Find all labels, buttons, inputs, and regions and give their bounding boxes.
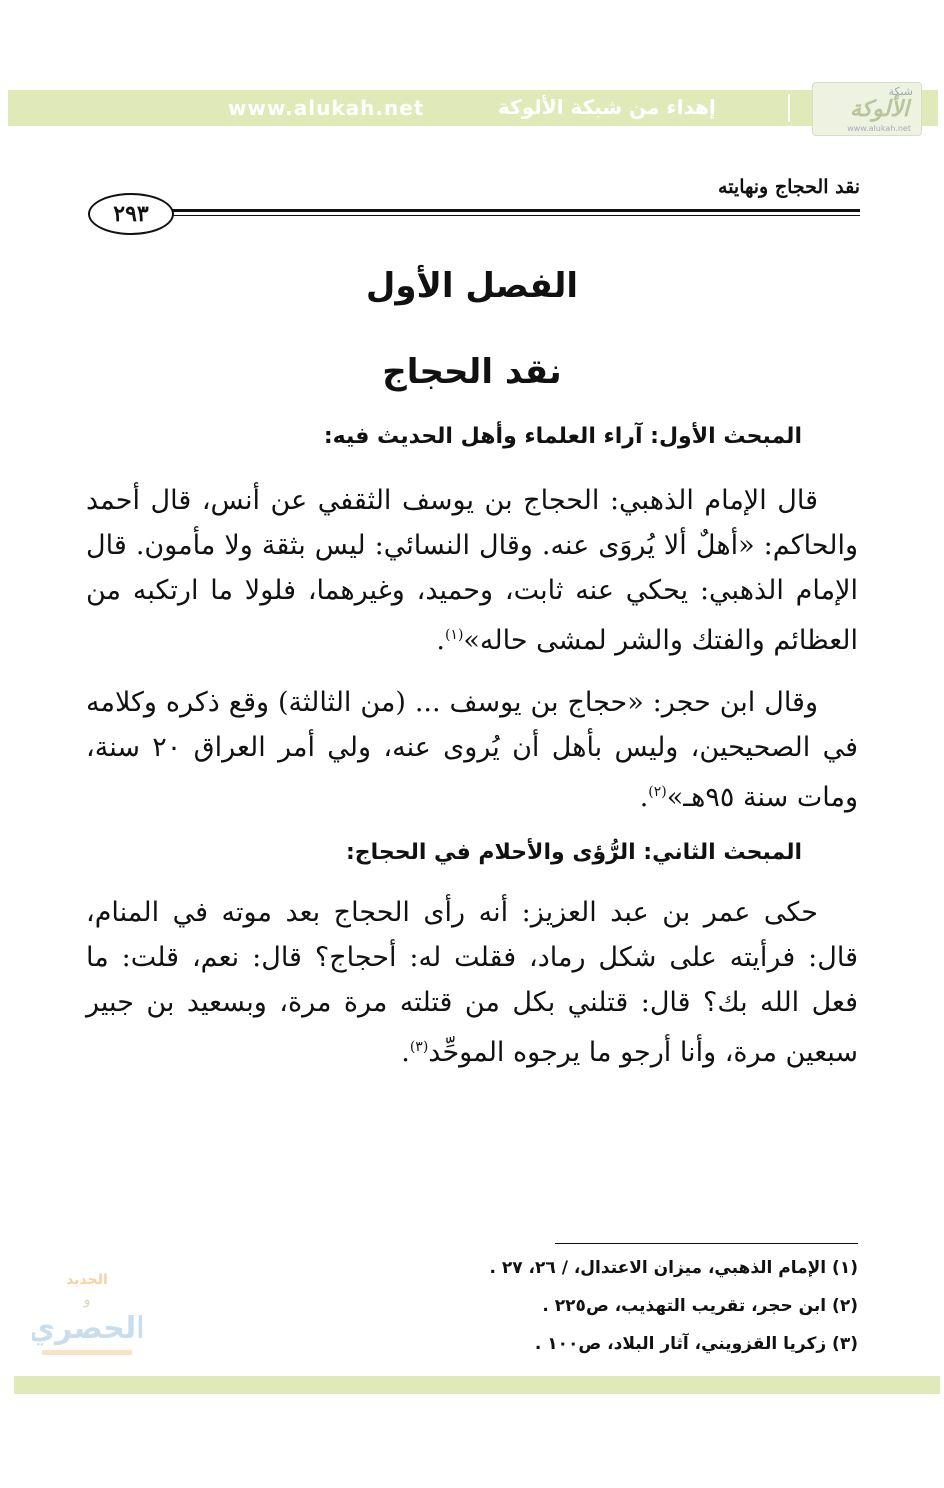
section2-paragraph1-text: حكى عمر بن عبد العزيز: أنه رأى الحجاج بعد موته في المنام، قال: فرأيته على شكل رماد، فقلت له: أحجاج؟ قال: نعم، قلت: ما فعل الله بك؟ قال: قتلني بكل من قتلته مرة مرة، وبسعيد بن جبير سبعين مرة، وأنا أرجو ما يرجوه الموحِّد [86, 897, 858, 1068]
watermark-top-text: الجديد [66, 1272, 108, 1288]
footnote-ref-1[interactable]: (١) [444, 627, 464, 643]
section2-paragraph1: حكى عمر بن عبد العزيز: أنه رأى الحجاج بعد موته في المنام، قال: فرأيته على شكل رماد، فقلت له: أحجاج؟ قال: نعم، قلت: ما فعل الله بك؟ قال: قتلني بكل من قتلته مرة مرة، وبسعيد بن جبير سبعين مرة، وأنا أرجو ما يرجوه الموحِّد$^{(٣)}$. [86, 897, 858, 1068]
page-number: ٢٩٣ [88, 193, 174, 235]
chapter-title: الفصل الأول [365, 266, 579, 306]
header-band [8, 90, 938, 126]
footnote-ref-2[interactable]: (٢) [648, 784, 667, 800]
section1-paragraph1: قال الإمام الذهبي: الحجاج بن يوسف الثقفي عن أنس، قال أحمد والحاكم: «أهلٌ ألا يُروَى عنه. وقال النسائي: ليس بثقة ولا مأمون. قال الإمام الذهبي: يحكي عنه ثابت، وحميد، وغيرهما، فلولا ما ارتكبه من العظائم والفتك والشر لمشى حاله»$^{(١)}$. [86, 485, 858, 656]
footnote-3: (٣) زكريا القزويني، آثار البلاد، ص١٠٠ . [534, 1334, 858, 1354]
chapter-subtitle: نقد الحجاج [382, 352, 562, 392]
site-url[interactable]: www.alukah.net [228, 96, 425, 120]
section1-title: المبحث الأول: آراء العلماء وأهل الحديث فيه: [323, 424, 802, 449]
logo-url: www.alukah.net [847, 124, 911, 133]
section1-paragraph2: وقال ابن حجر: «حجاج بن يوسف ... (من الثالثة) وقع ذكره وكلامه في الصحيحين، وليس بأهل أن يُروى عنه، ولي أمر العراق ٢٠ سنة، ومات سنة ٩٥هـ»$^{(٢)}$. [86, 687, 858, 813]
alukah-logo[interactable] [812, 82, 922, 136]
watermark-bottom-text: الحصري [32, 1311, 142, 1346]
watermark-middle-text: و [83, 1292, 91, 1308]
header-rule-thick [170, 209, 860, 212]
header-divider [788, 94, 790, 122]
section1-paragraph1-text: قال الإمام الذهبي: الحجاج بن يوسف الثقفي عن أنس، قال أحمد والحاكم: «أهلٌ ألا يُروَى عنه. وقال النسائي: ليس بثقة ولا مأمون. قال الإمام الذهبي: يحكي عنه ثابت، وحميد، وغيرهما، فلولا ما ارتكبه من العظائم والفتك والشر لمشى حاله» [86, 485, 858, 656]
section2-title: المبحث الثاني: الرُّؤى والأحلام في الحجاج: [345, 840, 802, 865]
footnote-2: (٢) ابن حجر، تقريب التهذيب، ص٢٢٥ . [542, 1296, 858, 1316]
footnote-1: (١) الإمام الذهبي، ميزان الاعتدال، / ٢٦، ٢٧ . [489, 1258, 858, 1278]
running-title: نقد الحجاج ونهايته [718, 176, 860, 198]
header-rule-thin [170, 215, 860, 216]
gift-text: إهداء من شبكة الألوكة [498, 95, 716, 119]
logo-name: الألوكة [850, 97, 909, 122]
watermark-logo [32, 1262, 142, 1362]
footnote-ref-3[interactable]: (٣) [409, 1039, 429, 1055]
footer-band [14, 1376, 940, 1394]
logo-small-text: شبكة [888, 85, 913, 98]
section1-paragraph2-text: وقال ابن حجر: «حجاج بن يوسف ... (من الثالثة) وقع ذكره وكلامه في الصحيحين، وليس بأهل أن يُروى عنه، ولي أمر العراق ٢٠ سنة، ومات سنة ٩٥هـ» [86, 687, 858, 813]
footnote-rule [555, 1243, 858, 1244]
